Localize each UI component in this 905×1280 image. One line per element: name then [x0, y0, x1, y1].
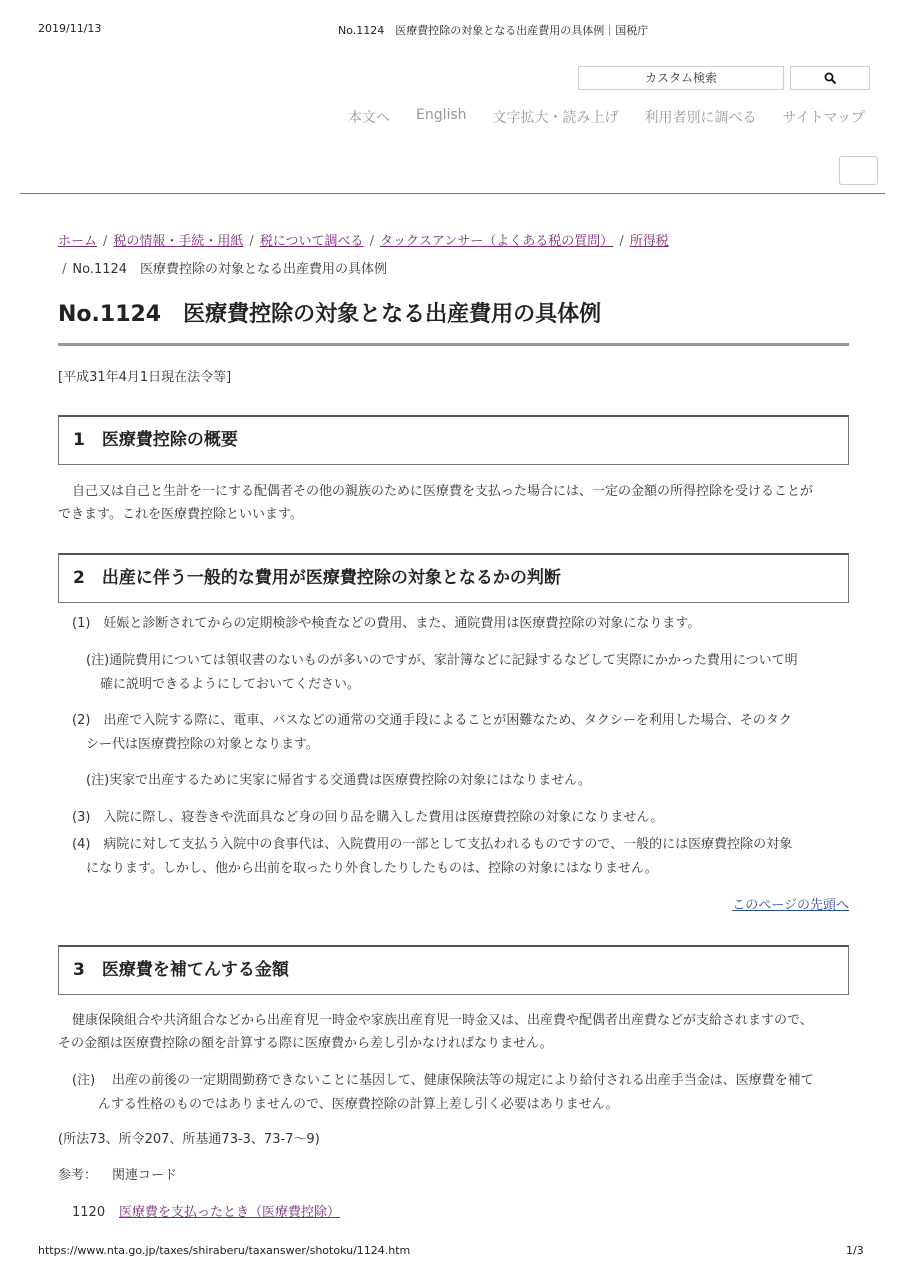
breadcrumb-home[interactable]: ホーム	[58, 234, 98, 249]
section2-item-1: (1) 妊娠と診断されてからの定期検診や検査などの費用、また、通院費用は医療費控除の対象になります。	[72, 616, 701, 631]
util-nav-sitemap[interactable]: サイトマップ	[782, 110, 865, 126]
header-divider	[20, 193, 885, 194]
back-to-top-link[interactable]: このページの先頭へ	[732, 898, 849, 913]
section2-note-1-line2: 確に説明できるようにしておいてください。	[100, 677, 361, 692]
section-heading-3: 3 医療費を補てんする金額	[58, 945, 849, 995]
reference-label: 参考：	[58, 1168, 98, 1183]
breadcrumb: ホーム / 税の情報・手続・用紙 / 税について調べる / タックスアンサー（よくある税の質問） / 所得税 / No.1124 医療費控除の対象となる出産費用の具体例	[58, 234, 669, 277]
breadcrumb-current: No.1124 医療費控除の対象となる出産費用の具体例	[72, 262, 388, 277]
section3-note-line2: んする性格のものではありませんので、医療費控除の計算上差し引く必要はありません。	[98, 1097, 619, 1112]
section1-body-line2: できます。これを医療費控除といいます。	[58, 507, 303, 522]
section2-item-2-line1: (2) 出産で入院する際に、電車、バスなどの通常の交通手段によることが困難なため、タクシーを利用した場合、そのタク	[72, 713, 792, 728]
breadcrumb-income-tax[interactable]: 所得税	[629, 234, 669, 249]
section3-note-label: (注)	[72, 1073, 96, 1088]
section2-item-3: (3) 入院に際し、寝巻きや洗面具など身の回り品を購入した費用は医療費控除の対象になりません。	[72, 810, 664, 825]
menu-button[interactable]	[839, 156, 878, 185]
title-rule	[58, 343, 849, 346]
related-code: 1120	[72, 1205, 106, 1220]
section2-item-4-line1: (4) 病院に対して支払う入院中の食事代は、入院費用の一部として支払われるものですので、一般的には医療費控除の対象	[72, 837, 793, 852]
section3-body-line1: 健康保険組合や共済組合などから出産育児一時金や家族出産育児一時金又は、出産費や配偶者出産費などが支給されますので、	[72, 1013, 813, 1028]
section2-item-4-line2: になります。しかし、他から出前を取ったり外食したりしたものは、控除の対象にはなりません。	[86, 861, 658, 876]
print-page-number: 1/3	[846, 1244, 864, 1257]
section2-item-2-line2: シー代は医療費控除の対象となります。	[86, 737, 319, 752]
breadcrumb-tax-research[interactable]: 税について調べる	[259, 234, 364, 249]
section-heading-1: 1 医療費控除の概要	[58, 415, 849, 465]
section3-body-line2: その金額は医療費控除の額を計算する際に医療費から差し引かなければなりません。	[58, 1036, 553, 1051]
page-title: No.1124 医療費控除の対象となる出産費用の具体例	[58, 302, 602, 327]
section2-note-1-line1: (注)通院費用については領収書のないものが多いのですが、家計簿などに記録するなどして実際にかかった費用について明	[86, 653, 798, 668]
reference-value: 関連コード	[112, 1168, 178, 1183]
util-nav-text-size[interactable]: 文字拡大・読み上げ	[492, 110, 619, 126]
util-nav-skip-to-content[interactable]: 本文へ	[347, 110, 390, 126]
section2-note-2: (注)実家で出産するために実家に帰省する交通費は医療費控除の対象にはなりません。	[86, 773, 591, 788]
breadcrumb-tax-info[interactable]: 税の情報・手続・用紙	[113, 234, 244, 249]
utility-nav	[348, 107, 865, 127]
print-date: 2019/11/13	[38, 22, 102, 35]
print-title: No.1124 医療費控除の対象となる出産費用の具体例｜国税庁	[338, 24, 649, 37]
section3-note-line1: 出産の前後の一定期間勤務できないことに基因して、健康保険法等の規定により給付される出産手当金は、医療費を補て	[112, 1073, 814, 1088]
search-icon	[824, 72, 837, 85]
as-of-date: [平成31年4月1日現在法令等]	[58, 370, 232, 385]
related-link[interactable]: 医療費を支払ったとき（医療費控除）	[119, 1205, 341, 1220]
util-nav-english[interactable]: English	[415, 107, 467, 123]
search-button[interactable]	[790, 66, 870, 90]
util-nav-by-user[interactable]: 利用者別に調べる	[644, 110, 757, 126]
statute-references: (所法73、所令207、所基通73-3、73-7～9)	[58, 1132, 320, 1147]
search-input[interactable]: カスタム検索	[578, 66, 784, 90]
print-url: https://www.nta.go.jp/taxes/shiraberu/taxanswer/shotoku/1124.htm	[38, 1244, 411, 1257]
section1-body-line1: 自己又は自己と生計を一にする配偶者その他の親族のために医療費を支払った場合には、一定の金額の所得控除を受けることが	[72, 484, 814, 499]
section-heading-2: 2 出産に伴う一般的な費用が医療費控除の対象となるかの判断	[58, 553, 849, 603]
breadcrumb-tax-answer[interactable]: タックスアンサー（よくある税の質問）	[379, 234, 614, 249]
